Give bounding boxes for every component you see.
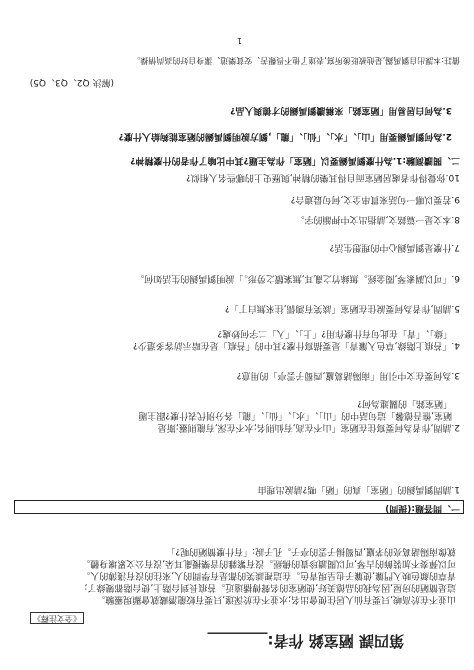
annotation-label: 《全文注釋》	[30, 612, 84, 624]
question-7: 7.什麼是劉禹錫心中的理想生活?	[329, 242, 460, 252]
section-2-item: 2.為何劉禹錫要用「山」、「水」、「仙」、「龍」,劉方說明劉禹錫的陋室能夠給人什麼?	[118, 131, 452, 141]
intro-line: 這是簡陋的房屋,因為我的品德美好,使陋室的名聲傳播遠近。苔痕長到台階上,使台階都變綠了;	[84, 582, 456, 592]
intro-line: 山並不在於高峻,只要有仙人居住便會出名;水並不在於深邃,只要有蛟龍潛藏就會顯現靈驗。	[96, 594, 456, 604]
intro-line: 青草的顏色映入門簾,使簾子也呈現青色。在這裡談笑的都是有學問的人,來往的沒有淺薄的人。	[81, 570, 456, 580]
title-text: 第四課 陋室銘 作者:	[267, 632, 404, 650]
page-title	[208, 632, 404, 650]
page-number: 1	[236, 36, 242, 45]
question-2-cont: 陋室,惟吾德馨」這句話中的「山」、「水」、「仙」、「龍」各分別代表什麼?跟主題	[138, 410, 452, 420]
question-9: 9.若要以哪一句話來貫串全文,何句最適合?	[290, 194, 460, 204]
footnote: 備註:本課出自劉禹錫,是他被貶後所寫,表達了他不畏艱苦、安貧樂道、潔身自好的高尚情操。	[132, 56, 460, 65]
section-2-header: 二、閱讀測驗:1.為什麼劉禹錫要以「陋室」作為主題?其中比喻了作者的什麼精神?	[130, 155, 460, 165]
question-4: 4.「苔痕上階綠,草色入簾青」是要描寫什麼?其中的「苔痕」是在暗示訪客多還少?	[132, 340, 460, 350]
question-2: 2.請問,作者為何要寫住在陋室「山不在高,有仙則名;水不在深,有龍則靈;斯是	[157, 422, 460, 432]
section-2-item: 3.為何白居易用「陋室銘」來稱讚劉禹錫的才德與人品?	[230, 105, 452, 115]
section-1-header: 一、問答題:(提問)	[385, 503, 460, 513]
author-blank: ________	[207, 632, 268, 650]
question-6: 6.「可以調素琴,閱金經。無絲竹之亂耳,無案牘之勞形。」說明劉禹錫的生活如何。	[135, 273, 460, 283]
source-note: (解決 Q2、Q3、Q5)	[29, 77, 114, 87]
question-3: 3.為何要在文中引用「南陽諸葛廬,西蜀子雲亭」的用意?	[236, 370, 460, 380]
question-8: 8.本文是一篇銘文,請指出文中押韻的字。	[295, 214, 460, 224]
question-10: 10.你覺得作者處居陋室而自得其樂的精神,與歷史上的哪些名人相似?	[186, 172, 460, 182]
question-4-cont: 「綠」、「青」在此句有什麼作用?「上」、「入」二字何妙處?	[217, 328, 452, 338]
question-1: 1.請問劉禹錫的「陋室」真的「陋」嗎?請說出理由	[257, 484, 460, 494]
question-2-cont: 「陋室銘」的關連為何?	[357, 398, 452, 408]
intro-line: 就像南陽諸葛亮的茅廬,西蜀揚子雲的亭子。孔子說:「有什麼簡陋的呢?」	[166, 546, 456, 556]
intro-line: 可以彈奏不加裝飾的古琴,可以閱讀珍貴的佛經。沒有繁雜的音樂擾亂耳朵,沒有公文累壞身體。	[81, 558, 456, 568]
question-5: 5.請問,作者為何要說住在陋室「談笑有鴻儒,往來無白丁」?	[224, 303, 460, 313]
